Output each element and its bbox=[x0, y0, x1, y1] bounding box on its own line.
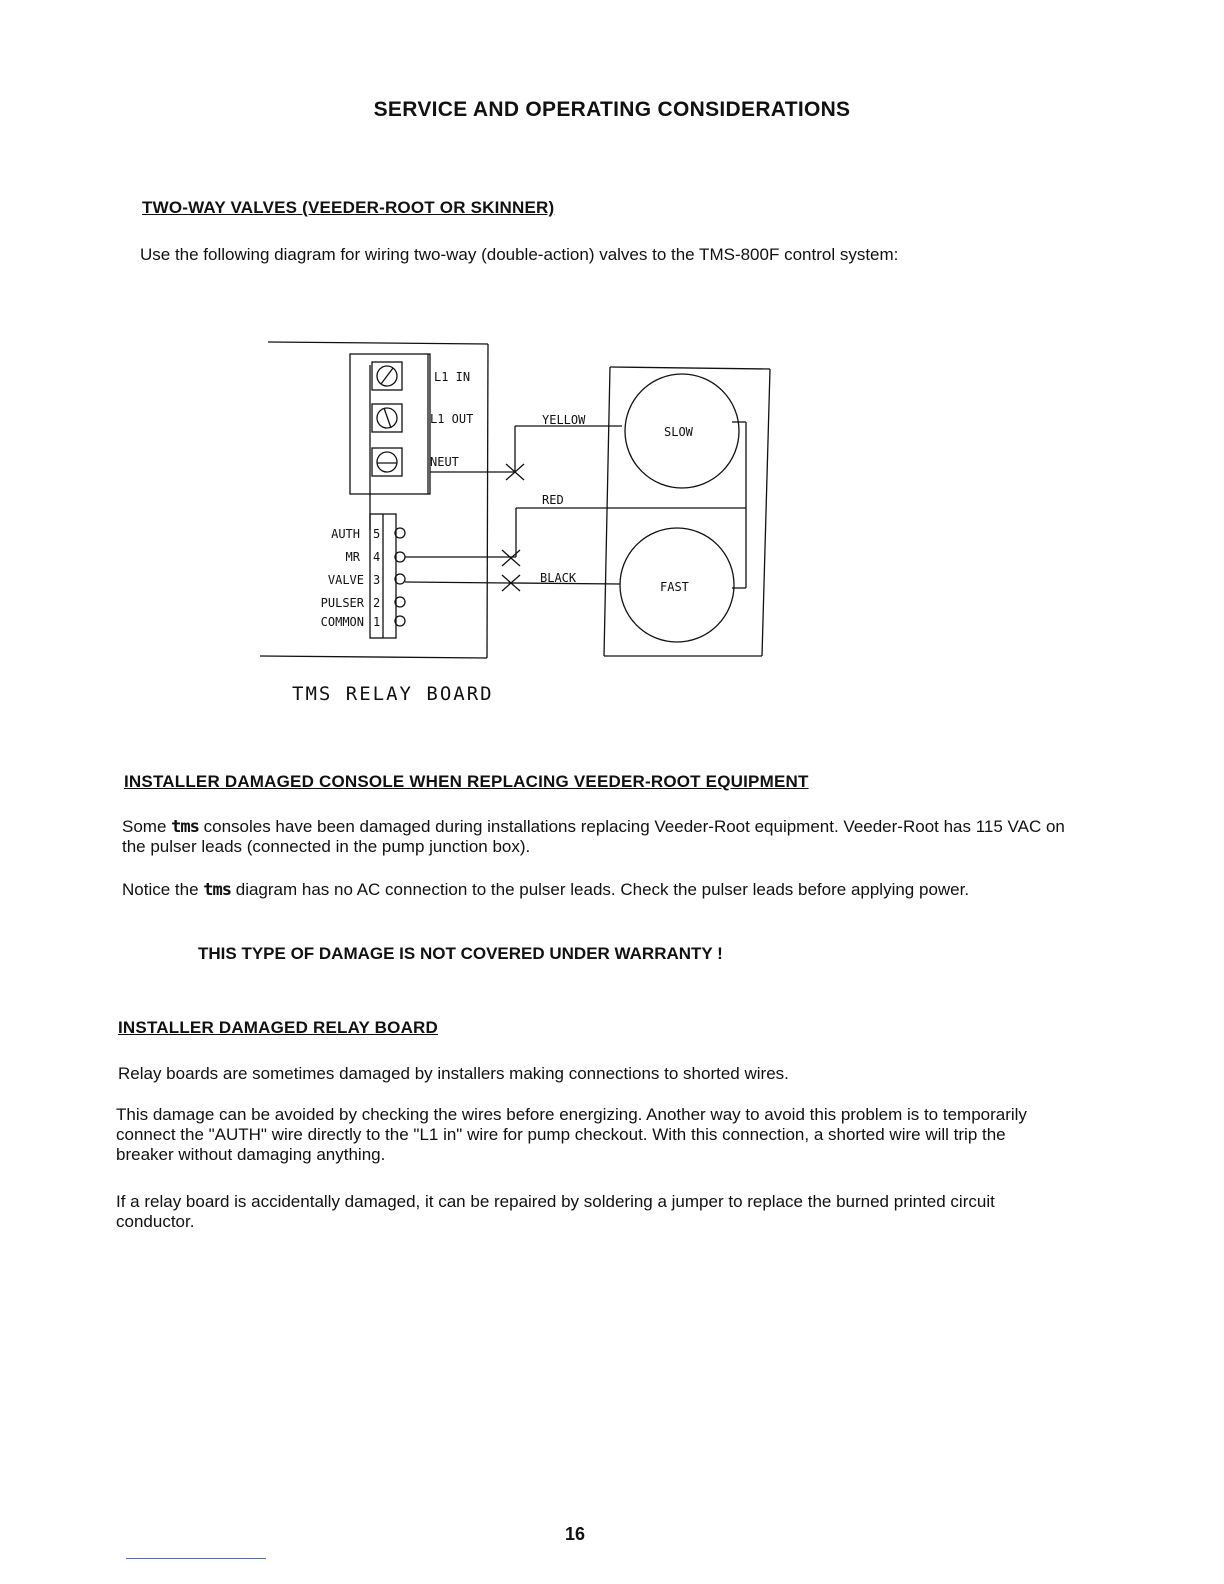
section-intro: Use the following diagram for wiring two-way (double-action) valves to the TMS-800F control system: bbox=[140, 245, 899, 264]
wire-yellow-label: YELLOW bbox=[542, 413, 586, 427]
valve-slow-label: SLOW bbox=[664, 425, 693, 439]
paragraph-avoid-damage: This damage can be avoided by checking the wires before energizing. Another way to avoid this problem is to temporarily connect the "AUTH" wire directly to the "L1 in" wire for pump checkout. With this connection, a shorted wire will trip the breaker without damaging anything. bbox=[116, 1105, 1027, 1164]
footer-rule bbox=[126, 1558, 266, 1559]
paragraph-text: Some bbox=[122, 817, 167, 836]
terminal-mr-label: MR bbox=[345, 550, 360, 564]
warranty-warning: THIS TYPE OF DAMAGE IS NOT COVERED UNDER WARRANTY ! bbox=[198, 944, 723, 963]
terminal-l1-in-label: L1 IN bbox=[434, 370, 471, 384]
terminal-neut-label: NEUT bbox=[430, 455, 459, 469]
wire-red-label: RED bbox=[542, 493, 564, 507]
paragraph-text: diagram has no AC connection to the pulser leads. Check the pulser leads before applying power. bbox=[235, 880, 970, 899]
section-heading-damaged-console: INSTALLER DAMAGED CONSOLE WHEN REPLACING VEEDER-ROOT EQUIPMENT bbox=[124, 772, 809, 791]
wire-black-label: BLACK bbox=[540, 571, 577, 585]
terminal-number: 2 bbox=[373, 596, 381, 610]
terminal-number: 5 bbox=[373, 527, 381, 541]
page-number: 16 bbox=[564, 1524, 586, 1544]
terminal-number: 1 bbox=[373, 615, 381, 629]
tms-logo-text: tms bbox=[203, 880, 231, 900]
terminal-valve-label: VALVE bbox=[327, 573, 364, 587]
paragraph-relay-damage: Relay boards are sometimes damaged by installers making connections to shorted wires. bbox=[118, 1064, 789, 1083]
terminal-pulser-label: PULSER bbox=[320, 596, 364, 610]
paragraph-repair: If a relay board is accidentally damaged, it can be repaired by soldering a jumper to replace the burned printed circuit conductor. bbox=[116, 1192, 995, 1231]
paragraph-text: consoles have been damaged during installations replacing Veeder-Root equipment. Veeder-Root has 115 VAC on the pulser leads (connected in the pump junction box). bbox=[122, 817, 1065, 856]
paragraph-damaged-console bbox=[122, 817, 1072, 857]
section-heading-two-way-valves: TWO-WAY VALVES (VEEDER-ROOT OR SKINNER) bbox=[142, 198, 555, 217]
paragraph-text: Notice the bbox=[122, 880, 199, 899]
tms-logo-text: tms bbox=[171, 817, 199, 837]
paragraph-ac-connection bbox=[122, 880, 1072, 900]
terminal-number: 3 bbox=[373, 573, 381, 587]
terminal-auth-label: AUTH bbox=[331, 527, 360, 541]
section-heading-damaged-relay: INSTALLER DAMAGED RELAY BOARD bbox=[118, 1018, 439, 1037]
terminal-number: 4 bbox=[373, 550, 381, 564]
page-title: SERVICE AND OPERATING CONSIDERATIONS bbox=[373, 98, 851, 121]
diagram-caption: TMS RELAY BOARD bbox=[292, 683, 494, 705]
terminal-common-label: COMMON bbox=[320, 615, 364, 629]
valve-fast-label: FAST bbox=[660, 580, 689, 594]
wiring-diagram bbox=[240, 330, 800, 710]
terminal-l1-out-label: L1 OUT bbox=[430, 412, 474, 426]
